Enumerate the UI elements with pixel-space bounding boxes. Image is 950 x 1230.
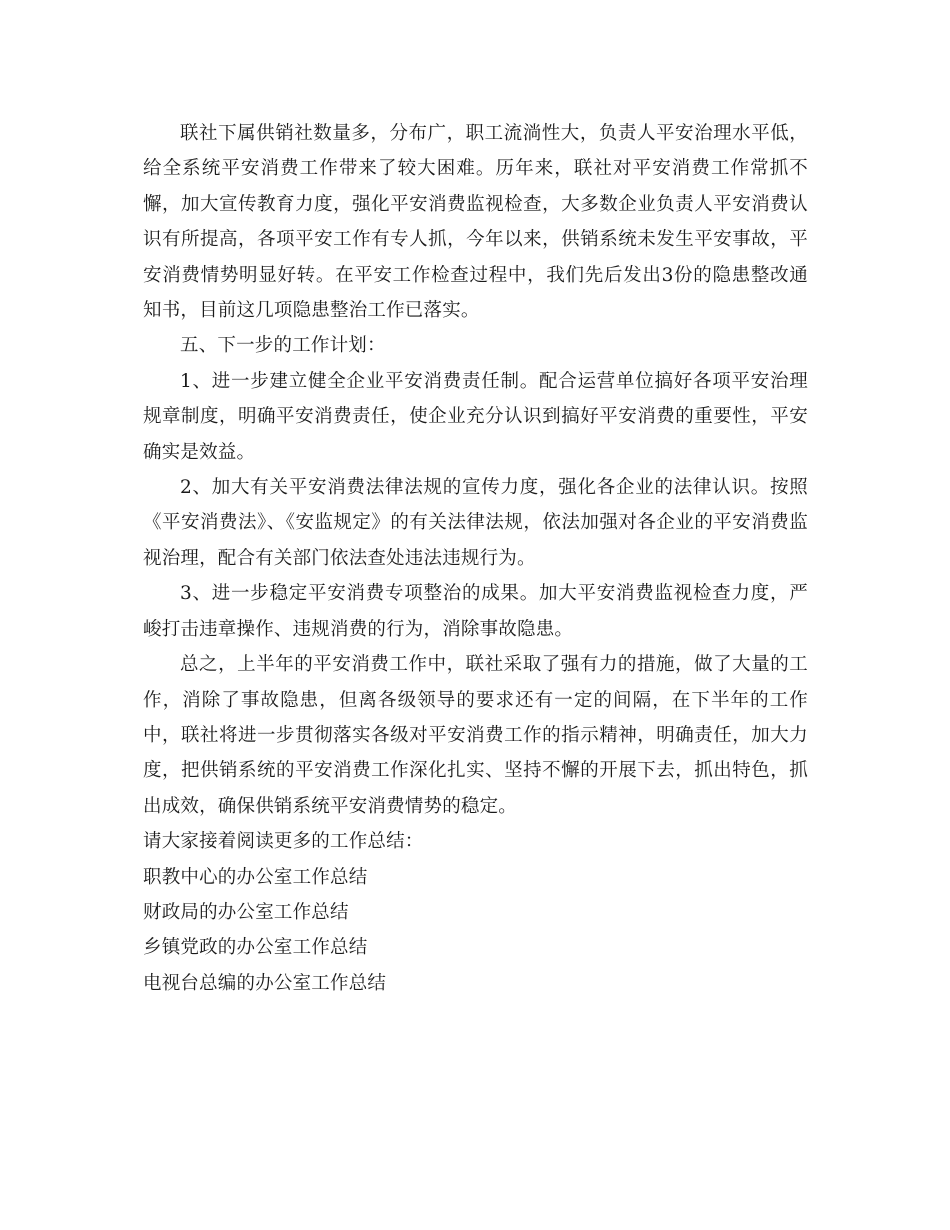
paragraph-summary: 联社下属供销社数量多，分布广，职工流淌性大，负责人平安治理水平低，给全系统平安消费工作带来了较大困难。历年来，联社对平安消费工作常抓不懈，加大宣传教育力度，强化平安消费监视检查，大多数企业负责人平安消费认识有所提高，各项平安工作有专人抓，今年以来，供销系统未发生平安事故，平安消费情势明显好转。在平安工作检查过程中，我们先后发出3份的隐患整改通知书，目前这几项隐患整治工作已落实。 [143,123,808,322]
document-body [143,116,808,1001]
related-link-2[interactable]: 财政局的办公室工作总结 [143,901,349,923]
related-link-1[interactable]: 职教中心的办公室工作总结 [143,866,368,888]
related-link-3[interactable]: 乡镇党政的办公室工作总结 [143,937,368,959]
more-reading-intro: 请大家接着阅读更多的工作总结： [143,831,424,853]
plan-item-1: 1、进一步建立健全企业平安消费责任制。配合运营单位搞好各项平安治理规章制度，明确平安消费责任，使企业充分认识到搞好平安消费的重要性，平安确实是效益。 [143,370,808,463]
related-link-4[interactable]: 电视台总编的办公室工作总结 [143,972,387,994]
paragraph-conclusion: 总之，上半年的平安消费工作中，联社采取了强有力的措施，做了大量的工作，消除了事故隐患，但离各级领导的要求还有一定的间隔，在下半年的工作中，联社将进一步贯彻落实各级对平安消费工作的指示精神，明确责任，加大力度，把供销系统的平安消费工作深化扎实、坚持不懈的开展下去，抓出特色，抓出成效，确保供销系统平安消费情势的稳定。 [143,654,808,817]
section-heading-next-plan: 五、下一步的工作计划： [180,335,386,357]
plan-item-2: 2、加大有关平安消费法律法规的宣传力度，强化各企业的法律认识。按照《平安消费法》、《安监规定》的有关法律法规，依法加强对各企业的平安消费监视治理，配合有关部门依法查处违法违规行为。 [143,477,808,569]
plan-item-3: 3、进一步稳定平安消费专项整治的成果。加大平安消费监视检查力度，严峻打击违章操作、违规消费的行为，消除事故隐患。 [143,583,808,640]
